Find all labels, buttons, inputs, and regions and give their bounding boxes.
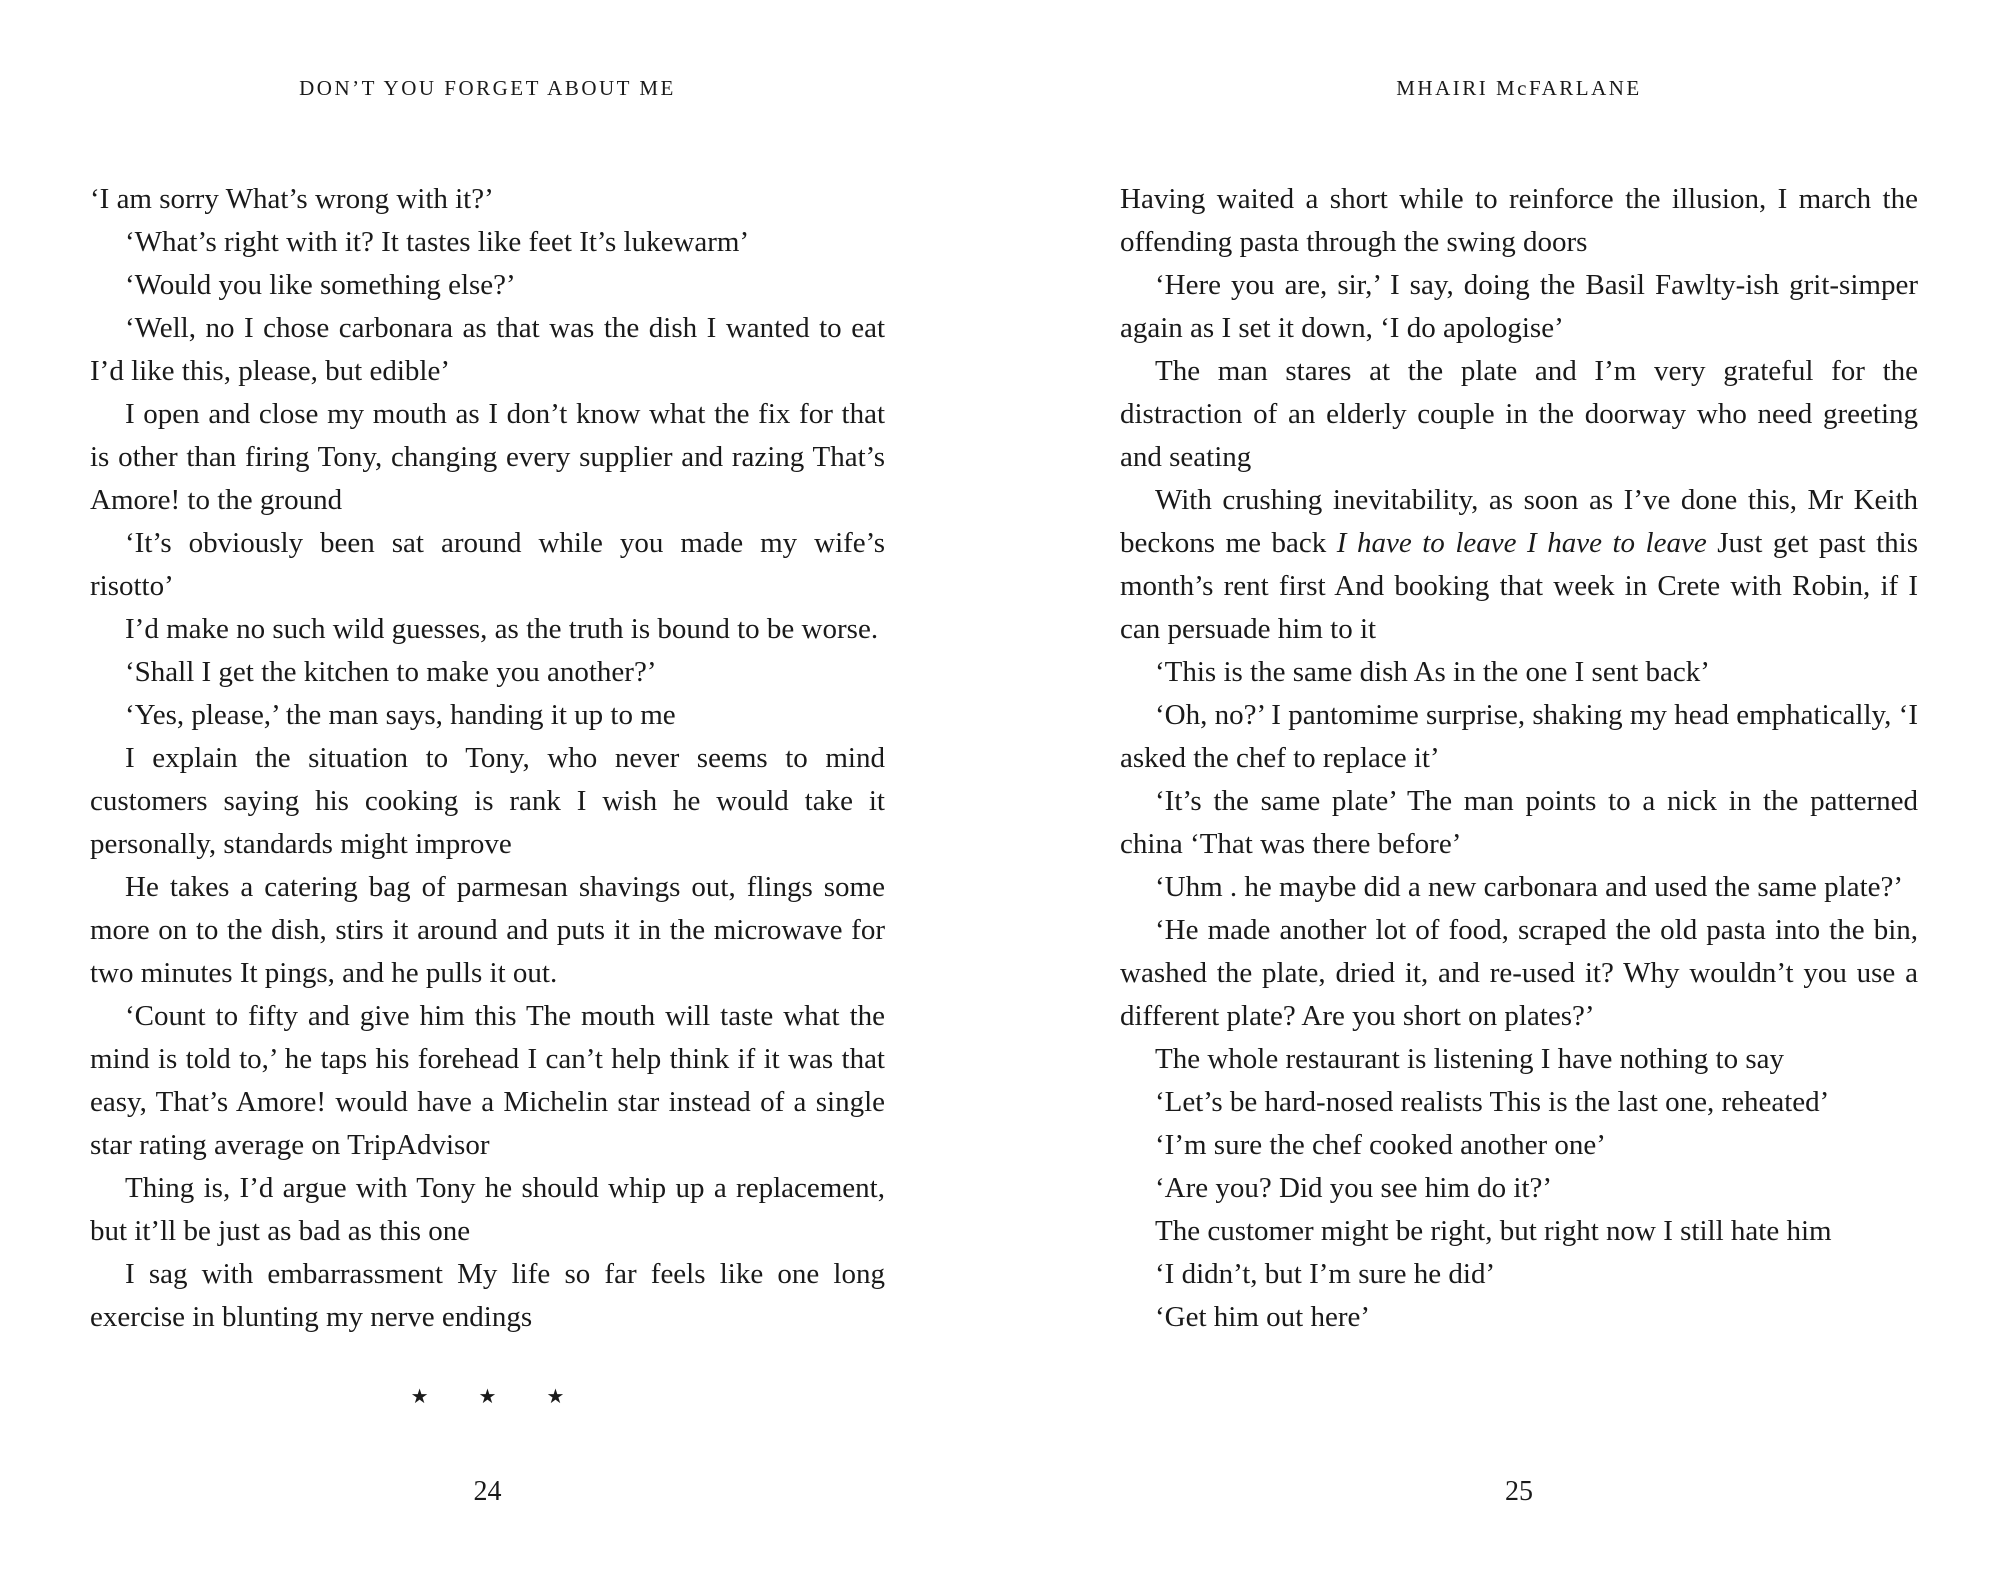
paragraph: The customer might be right, but right now I still hate him xyxy=(1155,1215,1832,1247)
right-page-body xyxy=(1120,178,1918,1339)
paragraph: Thing is, I’d argue with Tony he should whip up a replacement, but it’ll be just as bad as this one xyxy=(90,1172,885,1247)
right-page xyxy=(1120,0,1918,1575)
paragraph: ‘Yes, please,’ the man says, handing it up to me xyxy=(125,699,676,731)
paragraph: ‘Would you like something else?’ xyxy=(125,269,516,301)
left-page xyxy=(90,0,885,1575)
page-number: 24 xyxy=(473,1476,502,1507)
page-number: 25 xyxy=(1505,1476,1533,1507)
paragraph: ‘Count to fifty and give him this The mouth will taste what the mind is told to,’ he taps his forehead I can’t help think if it was that easy, That’s Amore! would have a Michelin star instead of a single star rating average on TripAdvisor xyxy=(90,1000,885,1161)
paragraph: ‘He made another lot of food, scraped the old pasta into the bin, washed the plate, dried it, and re-used it? Why wouldn’t you use a different plate? Are you short on plates?’ xyxy=(1120,914,1918,1032)
paragraph: ‘This is the same dish As in the one I sent back’ xyxy=(1155,656,1710,688)
paragraph: ‘It’s obviously been sat around while you made my wife’s risotto’ xyxy=(90,527,885,602)
paragraph: ‘I’m sure the chef cooked another one’ xyxy=(1155,1129,1606,1161)
paragraph: The man stares at the plate and I’m very grateful for the distraction of an elderly couple in the doorway who need greeting and seating xyxy=(1120,355,1918,473)
paragraph: ‘Shall I get the kitchen to make you another?’ xyxy=(125,656,657,688)
paragraph: ‘What’s right with it? It tastes like feet It’s lukewarm’ xyxy=(125,226,750,258)
paragraph: ‘I am sorry What’s wrong with it?’ xyxy=(90,183,494,215)
paragraph: He takes a catering bag of parmesan shavings out, flings some more on to the dish, stirs it around and puts it in the microwave for two minutes It pings, and he pulls it out. xyxy=(90,871,885,989)
paragraph: ‘Well, no I chose carbonara as that was the dish I wanted to eat I’d like this, please, but edible’ xyxy=(90,312,885,387)
paragraph-text: Just get past this month’s rent first And booking that week in Crete with Robin, if I can persuade him to it xyxy=(1120,527,1919,645)
paragraph: I’d make no such wild guesses, as the truth is bound to be worse. xyxy=(125,613,879,645)
paragraph: Having waited a short while to reinforce the illusion, I march the offending pasta through the swing doors xyxy=(1120,183,1918,258)
italic-thought: I have to leave I have to leave xyxy=(1336,527,1707,559)
paragraph: ‘Oh, no?’ I pantomime surprise, shaking my head emphatically, ‘I asked the chef to replace it’ xyxy=(1120,699,1918,774)
paragraph: ‘Are you? Did you see him do it?’ xyxy=(1155,1172,1553,1204)
paragraph: I sag with embarrassment My life so far feels like one long exercise in blunting my nerve endings xyxy=(90,1258,885,1333)
paragraph-text: With crushing inevitability, as soon as I’ve done this, Mr Keith beckons me back xyxy=(1120,484,1918,559)
paragraph: ‘Here you are, sir,’ I say, doing the Basil Fawlty-ish grit-simper again as I set it down, ‘I do apologise’ xyxy=(1120,269,1918,344)
left-page-body xyxy=(90,178,885,1339)
paragraph: I open and close my mouth as I don’t know what the fix for that is other than firing Tony, changing every supplier and razing That’s Amore! to the ground xyxy=(90,398,885,516)
paragraph: ‘Let’s be hard-nosed realists This is the last one, reheated’ xyxy=(1155,1086,1830,1118)
paragraph: The whole restaurant is listening I have nothing to say xyxy=(1155,1043,1784,1075)
paragraph: ‘I didn’t, but I’m sure he did’ xyxy=(1155,1258,1496,1290)
scene-break-stars: ★★★ xyxy=(410,1386,615,1408)
running-head-book-title: DON’T YOU FORGET ABOUT ME xyxy=(299,76,676,100)
paragraph: ‘Get him out here’ xyxy=(1155,1301,1371,1333)
running-head-author: MHAIRI McFARLANE xyxy=(1396,76,1642,100)
paragraph: ‘Uhm . he maybe did a new carbonara and used the same plate?’ xyxy=(1155,871,1904,903)
paragraph xyxy=(1120,479,1918,651)
paragraph: ‘It’s the same plate’ The man points to a nick in the patterned china ‘That was there before’ xyxy=(1120,785,1918,860)
paragraph: I explain the situation to Tony, who never seems to mind customers saying his cooking is rank I wish he would take it personally, standards might improve xyxy=(90,742,885,860)
